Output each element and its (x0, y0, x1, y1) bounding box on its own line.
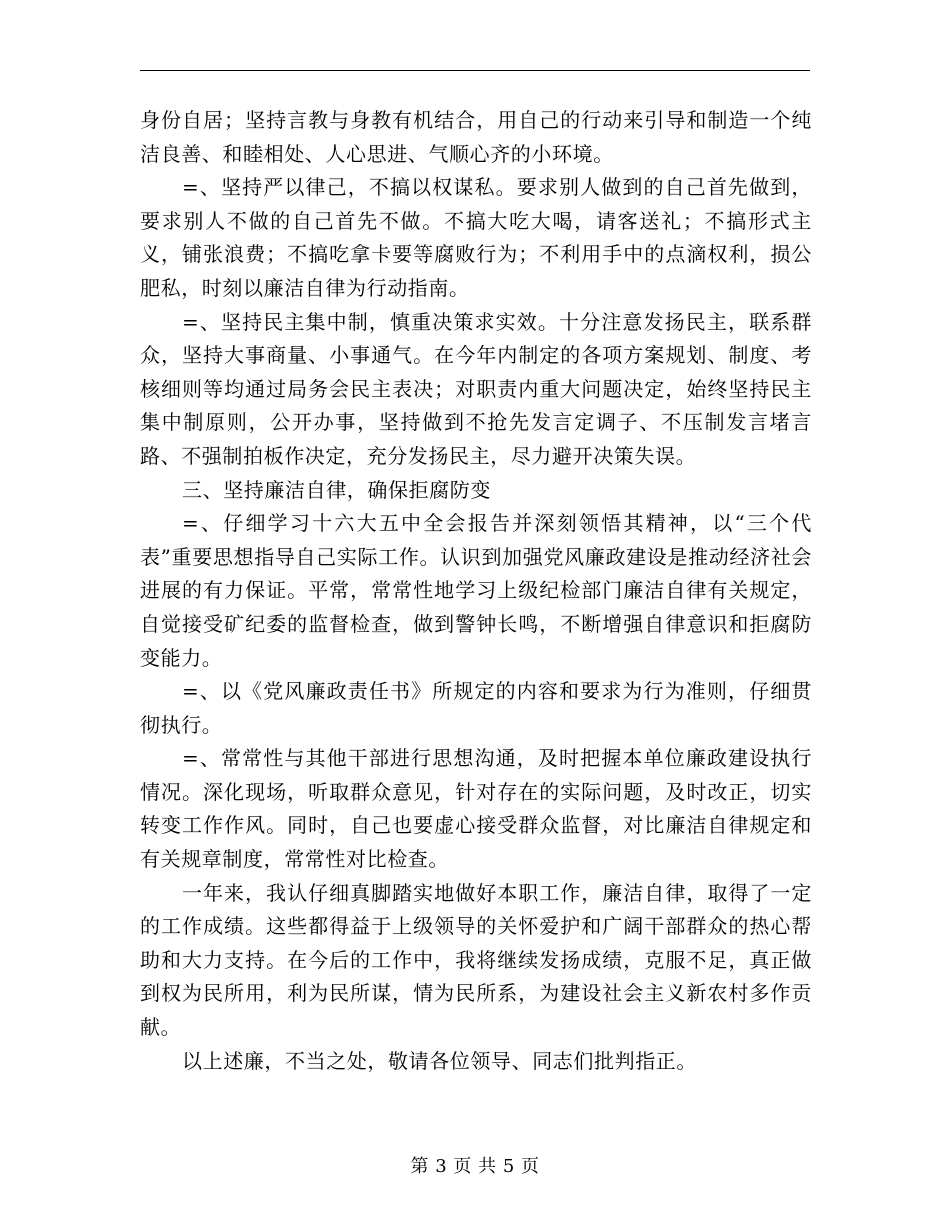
paragraph-3: =、坚持民主集中制，慎重决策求实效。十分注意发扬民主，联系群众，坚持大事商量、小事通气。在今年内制定的各项方案规划、制度、考核细则等均通过局务会民主表决；对职责内重大问题决定，始终坚持民主集中制原则，公开办事，坚持做到不抢先发言定调子、不压制发言堵言路、不强制拍板作决定，充分发扬民主，尽力避开决策失误。 (140, 309, 812, 468)
paragraph-1: 身份自居；坚持言教与身教有机结合，用自己的行动来引导和制造一个纯洁良善、和睦相处、人心思进、气顺心齐的小环境。 (140, 108, 812, 166)
paragraph-9: 以上述廉，不当之处，敬请各位领导、同志们批判指正。 (182, 1048, 697, 1073)
paragraph-8: 一年来，我认仔细真脚踏实地做好本职工作，廉洁自律，取得了一定的工作成绩。这些都得益于上级领导的关怀爱护和广阔干部群众的热心帮助和大力支持。在今后的工作中，我将继续发扬成绩，克服不足，真正做到权为民所用，利为民所谋，情为民所系，为建设社会主义新农村多作贡献。 (140, 880, 812, 1040)
document-body (140, 104, 812, 1078)
paragraph-7: =、常常性与其他干部进行思想沟通，及时把握本单位廉政建设执行情况。深化现场，听取群众意见，针对存在的实际问题，及时改正，切实转变工作作风。同时，自己也要虚心接受群众监督，对比廉洁自律规定和有关规章制度，常常性对比检查。 (140, 746, 812, 872)
paragraph-2: =、坚持严以律己，不搞以权谋私。要求别人做到的自己首先做到，要求别人不做的自己首先不做。不搞大吃大喝，请客送礼；不搞形式主义，铺张浪费；不搞吃拿卡要等腐败行为；不利用手中的点滴权利，损公肥私，时刻以廉洁自律为行动指南。 (140, 175, 812, 300)
paragraph-5: =、仔细学习十六大五中全会报告并深刻领悟其精神，以“三个代表”重要思想指导自己实际工作。认识到加强党风廉政建设是推动经济社会进展的有力保证。平常，常常性地学习上级纪检部门廉洁自律有关规定，自觉接受矿纪委的监督检查，做到警钟长鸣，不断增强自律意识和拒腐防变能力。 (140, 511, 812, 670)
paragraph-6: =、以《党风廉政责任书》所规定的内容和要求为行为准则，仔细贯彻执行。 (140, 679, 812, 737)
section-heading: 三、坚持廉洁自律，确保拒腐防变 (182, 477, 491, 502)
header-rule (140, 70, 810, 71)
page-number-footer: 第 3 页 共 5 页 (410, 1156, 540, 1177)
